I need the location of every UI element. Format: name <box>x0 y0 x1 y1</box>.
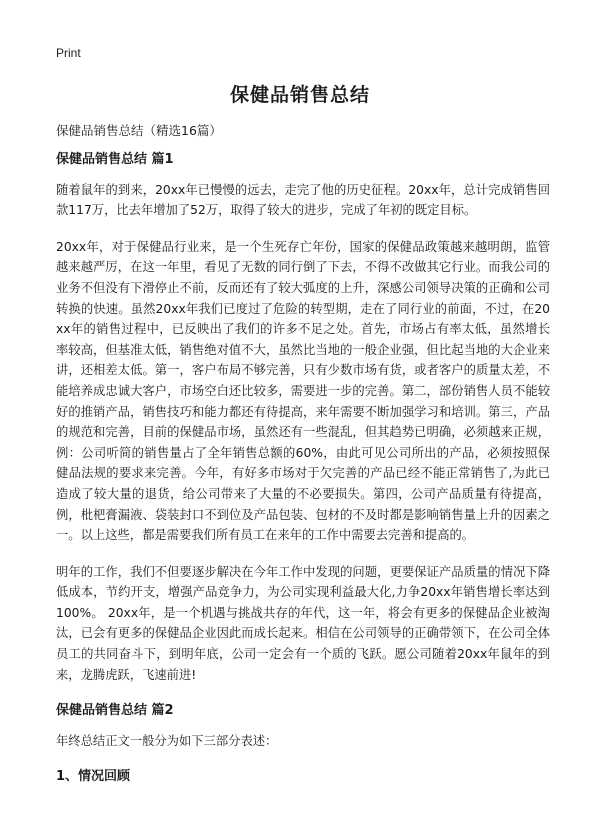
document-subtitle: 保健品销售总结（精选16篇） <box>56 123 222 138</box>
sub-heading-situation-review: 1、情况回顾 <box>56 769 131 785</box>
paragraph-1-1: 随着鼠年的到来，20xx年已慢慢的远去，走完了他的历史征程。20xx年，总计完成销售回款117万，比去年增加了52万，取得了较大的进步，完成了年初的既定目标。 <box>56 182 550 218</box>
document-body <box>56 150 550 788</box>
paragraph-1-2: 20xx年，对于保健品行业来，是一个生死存亡年份，国家的保健品政策越来越明朗，监管越来越严厉，在这一年里，看见了无数的同行倒了下去，不得不改做其它行业。而我公司的业务不但没有下滑停止不前，反而还有了较大弧度的上升，深感公司领导决策的正确和公司转换的快速。虽然20xx年我们已度过了危险的转型期，走在了同行业的前面，不过，在20xx年的销售过程中，已反映出了我们的许多不足之处。首先，市场占有率太低，虽然增长率较高，但基准太低，销售绝对值不大，虽然比当地的一般企业强，但比起当地的大企业来讲，还相差太低。第一，客户布局不够完善，只有少数市场有货，或者客户的质量太差，不能培养成忠诚大客户，市场空白还比较多，需要进一步的完善。第二，部份销售人员不能较好的推销产品，销售技巧和能力都还有待提高，来年需要不断加强学习和培训。第三，产品的规范和完善，目前的保健品市场，虽然还有一些混乱，但其趋势已明确，必须越来正规，例：公司听简的销售量占了全年销售总额的60%，由此可见公司所出的产品，必须按照保健品法规的要求来完善。今年，有好多市场对于欠完善的产品已经不能正常销售了,为此已造成了较大量的退货，给公司带来了大量的不必要损失。第四，公司产品质量有待提高，例，枇杷膏漏液、袋装封口不到位及产品包装、包材的不及时都是影响销售量上升的因素之一。以上这些，都是需要我们所有员工在来年的工作中需要去完善和提高的。 <box>56 239 550 543</box>
paragraph-2-1: 年终总结正文一般分为如下三部分表述： <box>56 733 278 748</box>
section-heading-1: 保健品销售总结 篇1 <box>56 152 174 167</box>
print-label: Print <box>56 46 81 60</box>
section-heading-2: 保健品销售总结 篇2 <box>56 703 174 719</box>
document-title: 保健品销售总结 <box>229 84 370 106</box>
paragraph-1-3: 明年的工作，我们不但要逐步解决在今年工作中发现的问题，更要保证产品质量的情况下降低成本，节约开支，增强产品竞争力，为公司实现利益最大化,力争20xx年销售增长率达到100%。 20xx年，是一个机遇与挑战共存的年代，这一年，将会有更多的保健品企业被淘汰，已会有更多的保健品企业因此而成长起来。相信在公司领导的正确带领下，在公司全体员工的共同奋斗下，到明年底，公司一定会有一个质的飞跃。愿公司随着20xx年鼠年的到来，龙腾虎跃，飞速前进! <box>56 564 550 682</box>
